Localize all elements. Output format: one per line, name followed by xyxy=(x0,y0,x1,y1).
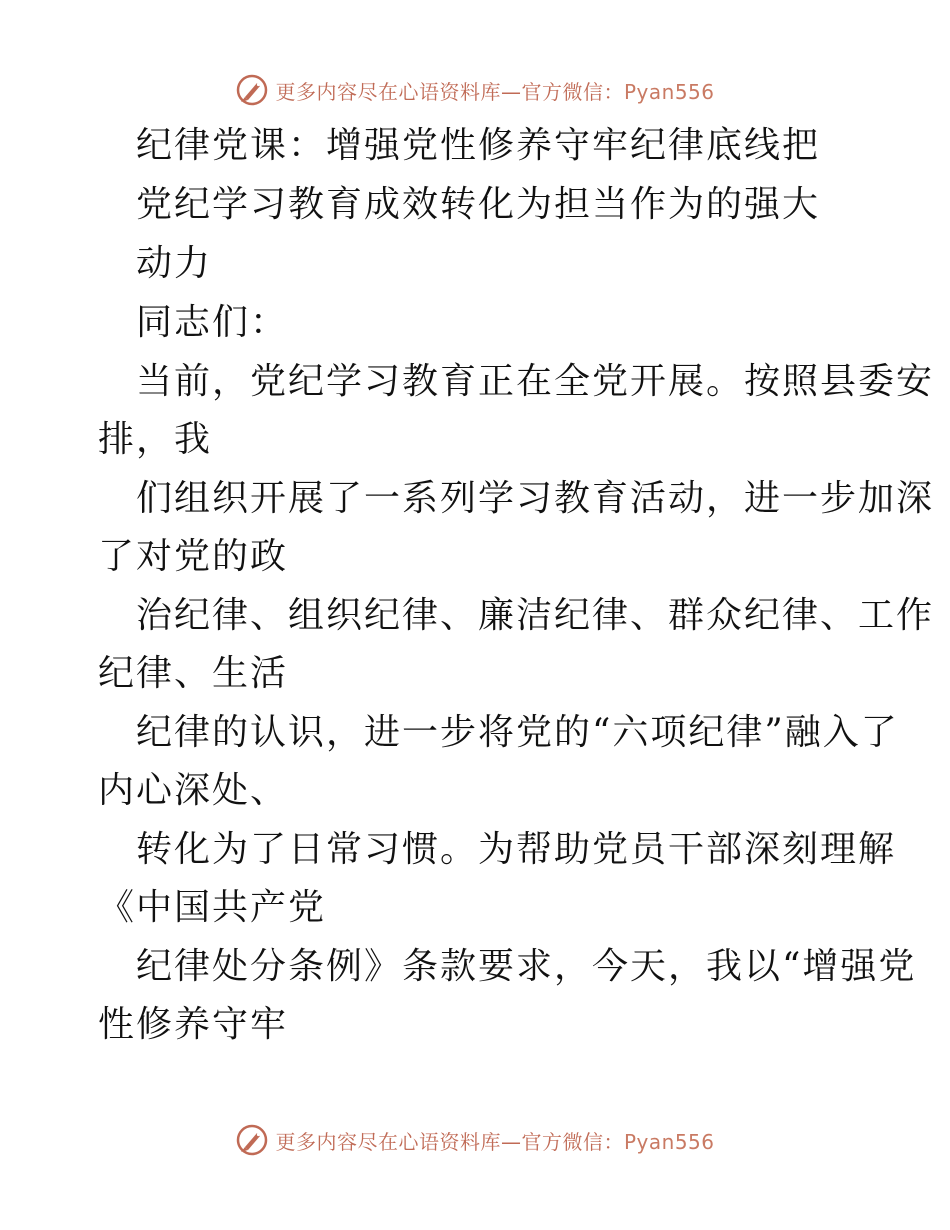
pen-nib-logo-icon xyxy=(235,1123,269,1157)
paragraph-line: 们组织开展了一系列学习教育活动，进一步加深 xyxy=(136,478,935,519)
paragraph-line: 转化为了日常习惯。为帮助党员干部深刻理解 xyxy=(136,829,897,870)
paragraph-line: 排，我 xyxy=(98,419,213,460)
pen-nib-logo-icon xyxy=(235,73,269,107)
paragraph-line: 《中国共产党 xyxy=(98,887,327,928)
paragraph-line: 了对党的政 xyxy=(98,536,289,577)
greeting: 同志们： xyxy=(136,302,289,343)
watermark-text: 更多内容尽在心语资料库—官方微信：Pyan556 xyxy=(275,1129,715,1154)
paragraph-line: 纪律处分条例》条款要求，今天，我以“增强党 xyxy=(136,946,917,987)
document-title-line: 动力 xyxy=(136,243,213,284)
watermark-text: 更多内容尽在心语资料库—官方微信：Pyan556 xyxy=(275,79,715,104)
paragraph-line: 内心深处、 xyxy=(98,770,289,811)
document-title-line: 纪律党课：增强党性修养守牢纪律底线把 xyxy=(136,125,821,166)
paragraph-line: 性修养守牢 xyxy=(98,1004,289,1045)
paragraph-line: 当前，党纪学习教育正在全党开展。按照县委安 xyxy=(136,361,935,402)
document-title-line: 党纪学习教育成效转化为担当作为的强大 xyxy=(136,184,821,225)
paragraph-line: 治纪律、组织纪律、廉洁纪律、群众纪律、工作 xyxy=(136,595,935,636)
paragraph-line: 纪律、生活 xyxy=(98,653,289,694)
header-watermark xyxy=(0,70,950,110)
paragraph-line: 纪律的认识，进一步将党的“六项纪律”融入了 xyxy=(136,712,899,753)
footer-watermark xyxy=(0,1120,950,1160)
